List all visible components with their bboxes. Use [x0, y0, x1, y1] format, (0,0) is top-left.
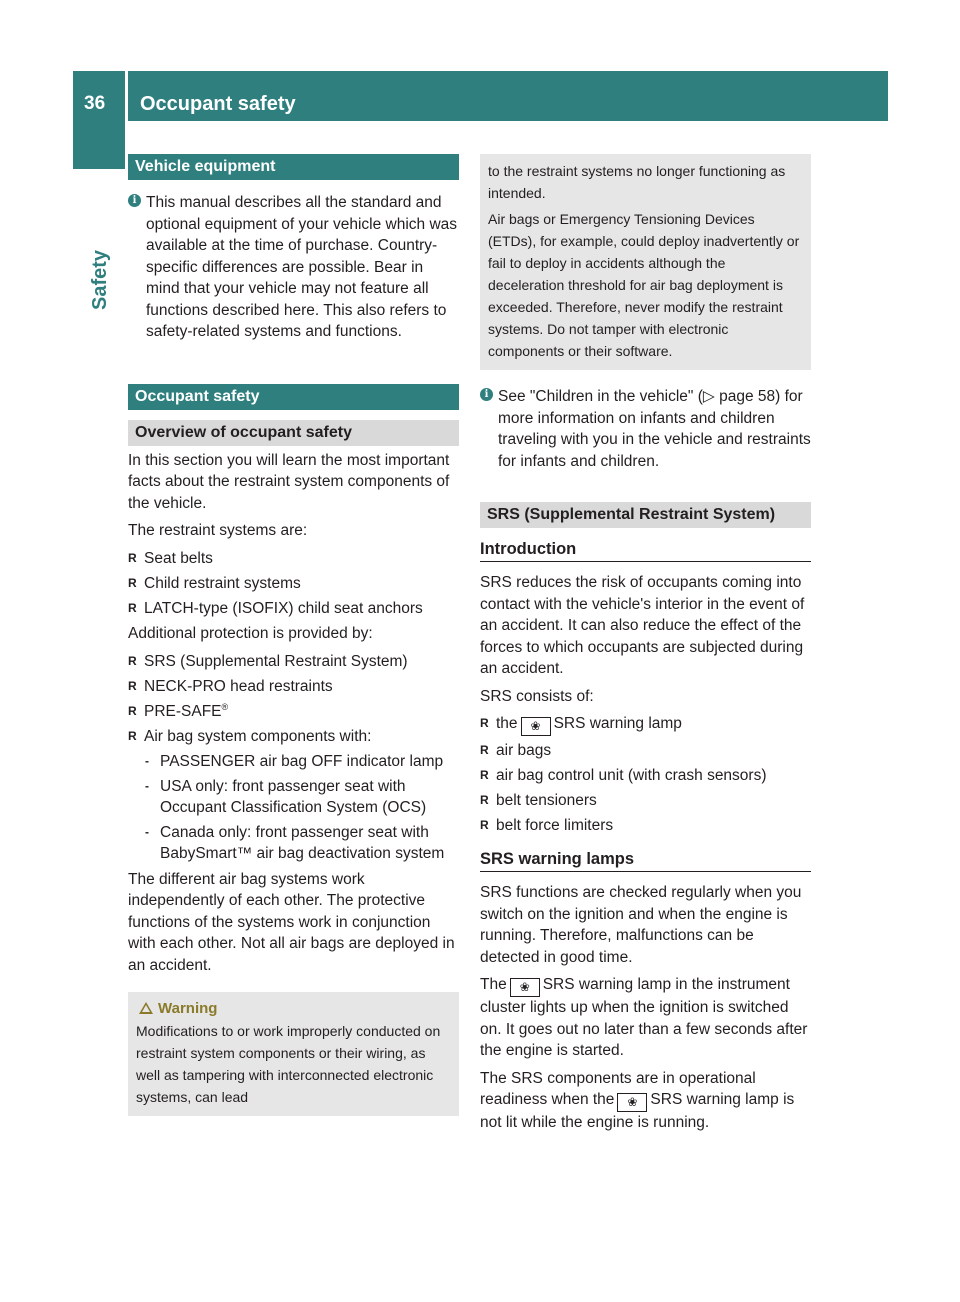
vehicle-equipment-note: [128, 192, 459, 343]
lamps-para3: [480, 1068, 811, 1134]
overview-heading: Overview of occupant safety: [128, 420, 459, 446]
warning-box-continued: [480, 154, 811, 370]
overview-intro: In this section you will learn the most important facts about the restraint system components of the vehicle.: [128, 451, 450, 512]
srs-warning-lamps-heading: SRS warning lamps: [480, 848, 811, 872]
list-item: [480, 713, 811, 736]
list-item: R LATCH-type (ISOFIX) child seat anchors: [128, 598, 459, 620]
introduction-text: SRS reduces the risk of occupants coming into contact with the vehicle's interior in the event of an accident. It can also reduce the effect of the forces to which occupants are subjected during an accident.: [480, 574, 805, 677]
srs-components-list: [480, 713, 811, 836]
page-title: Occupant safety: [140, 93, 296, 115]
warning-para2: Air bags or Emergency Tensioning Devices (ETDs), for example, could deploy inadvertently or fail to deploy in accidents although the deceleration threshold for air bag deployment is exceeded. Therefore, never modify the restraint systems. Do not tamper with electronic components or their software.: [488, 211, 800, 359]
children-note-text: See "Children in the vehicle" (▷ page 58) for more information on infants and children traveling with you in the vehicle and restraints for infants and children.: [498, 388, 811, 470]
warning-continued-text: to the restraint systems no longer functioning as intended.: [488, 163, 786, 201]
page-number: 36: [84, 93, 106, 114]
sub-list-item: - PASSENGER air bag OFF indicator lamp: [144, 751, 459, 773]
restraint-label: The restraint systems are:: [128, 522, 308, 539]
vehicle-equipment-text: This manual describes all the standard and optional equipment of your vehicle which was available at the time of purchase. Country-specific differences are possible. Bear in mind that your vehicle may not feature all functions described here. This also refers to safety-related systems and functions.: [146, 194, 458, 340]
warning-title: [136, 998, 451, 1020]
list-item: R SRS (Supplemental Restraint System): [128, 651, 459, 673]
sub-list-item: - USA only: front passenger seat with Occupant Classification System (OCS): [144, 776, 459, 819]
additional-label: Additional protection is provided by:: [128, 625, 373, 642]
list-item: R Child restraint systems: [128, 573, 459, 595]
vehicle-equipment-heading: Vehicle equipment: [128, 154, 459, 180]
airbag-paragraph: The different air bag systems work independently of each other. The protective functions of the systems work in conjunction with each other. Not all air bags are deployed in an accident.: [128, 870, 455, 974]
srs-warning-lamp-icon: ❀: [510, 978, 540, 997]
lamps-para2: [480, 974, 811, 1062]
list-item: R air bags: [480, 740, 811, 762]
registered-mark: ®: [221, 701, 229, 712]
list-item: R belt tensioners: [480, 790, 811, 812]
text-suffix: SRS warning lamp is not lit while the engine is running.: [480, 1091, 795, 1131]
list-item: [128, 726, 459, 865]
right-column: [480, 150, 811, 1140]
list-item: R Seat belts: [128, 548, 459, 570]
children-note: [480, 386, 811, 472]
item-suffix: SRS warning lamp: [553, 715, 682, 732]
warning-triangle-icon: [139, 1002, 153, 1014]
text-prefix: The: [480, 976, 507, 993]
header-divider: [125, 71, 128, 121]
info-icon: i: [128, 194, 141, 207]
item-prefix: the: [496, 715, 518, 732]
lamps-para1: SRS functions are checked regularly when you switch on the ignition and when the engine is running. Therefore, malfunctions can be detected in good time.: [480, 884, 802, 966]
list-item: [128, 701, 459, 723]
warning-text: Modifications to or work improperly conducted on restraint system components or their wiring, as well as tampering with interconnected electronic systems, can lead: [136, 1023, 441, 1105]
consists-label: SRS consists of:: [480, 687, 594, 705]
airbag-components-label: Air bag system components with:: [144, 727, 372, 745]
list-item: R air bag control unit (with crash sensors): [480, 765, 811, 787]
restraint-list: [128, 548, 459, 620]
text-suffix: SRS warning lamp in the instrument cluster lights up when the ignition is switched on. It goes out no later than a few seconds after the engine is started.: [480, 976, 808, 1059]
list-item: R belt force limiters: [480, 815, 811, 837]
srs-warning-lamp-icon: ❀: [617, 1093, 647, 1112]
srs-warning-lamp-icon: ❀: [521, 717, 551, 736]
section-tab: Safety: [89, 249, 111, 310]
list-item: R NECK-PRO head restraints: [128, 676, 459, 698]
pre-safe-label: PRE-SAFE: [144, 702, 222, 720]
occupant-safety-heading: Occupant safety: [128, 384, 459, 410]
info-icon: i: [480, 388, 493, 401]
warning-box: [128, 992, 459, 1116]
side-block: [73, 121, 125, 169]
additional-list: [128, 651, 459, 865]
left-column: [128, 150, 459, 1116]
text-prefix: The SRS components are in operational readiness when the: [480, 1069, 756, 1108]
warning-title-text: Warning: [158, 1000, 218, 1017]
srs-heading: SRS (Supplemental Restraint System): [480, 502, 811, 528]
introduction-heading: Introduction: [480, 538, 811, 562]
airbag-sublist: [144, 751, 459, 865]
sub-list-item: - Canada only: front passenger seat with BabySmart™ air bag deactivation system: [144, 822, 459, 865]
